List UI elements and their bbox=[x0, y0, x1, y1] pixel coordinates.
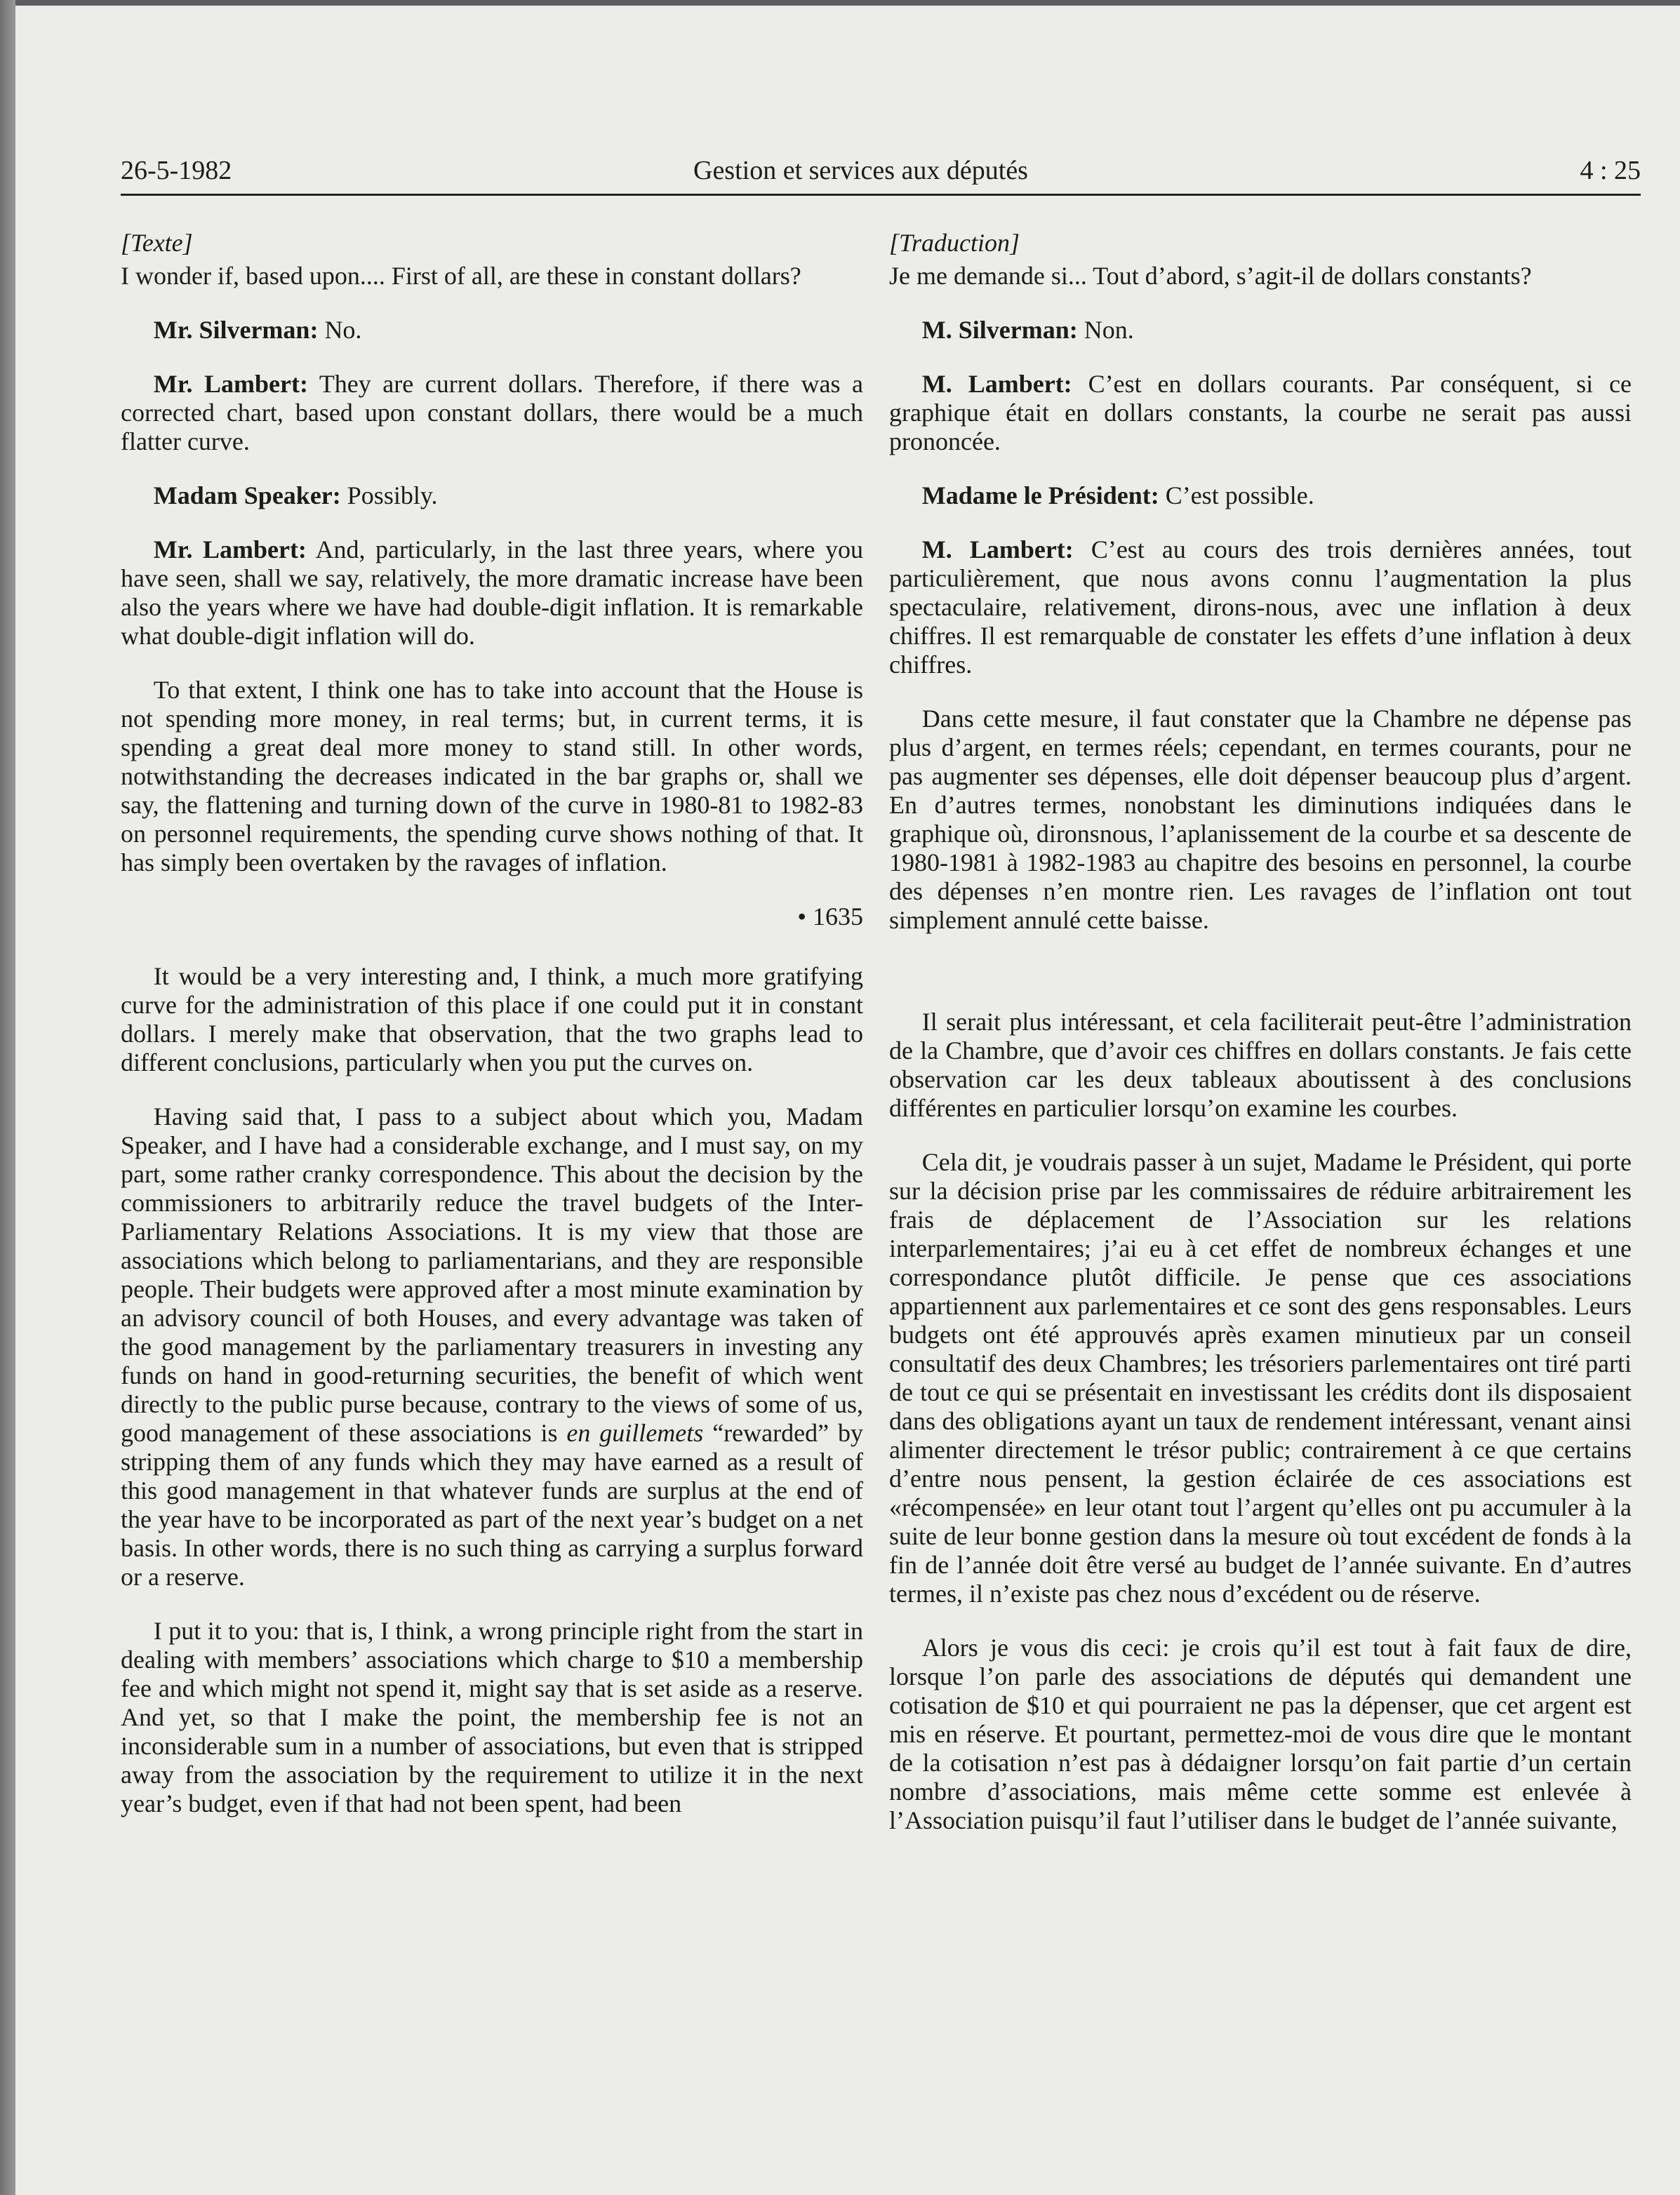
speaker-name: Madame le Président: bbox=[921, 481, 1159, 509]
paragraph bbox=[121, 1102, 863, 1592]
speech-text: C’est possible. bbox=[1159, 481, 1314, 509]
scan-edge bbox=[0, 0, 15, 2195]
speaker-paragraph bbox=[889, 535, 1632, 679]
column-spacer bbox=[889, 960, 1632, 1008]
speech-text: No. bbox=[318, 316, 362, 344]
speech-text: They are current dollars. Therefore, if there was a corrected chart, based upon constant dollars, there would be a much flatter curve. bbox=[121, 370, 863, 455]
paragraph: Cela dit, je voudrais passer à un sujet, Madame le Président, qui porte sur la décision prise par les commissaires de réduire arbitrairement les frais de déplacement de l’Association sur les relations interparlementaires; j’ai eu à cet effet de nombreux échanges et une correspondance plutôt difficile. Je pense que ces associations appartiennent aux parlementaires et ce sont des gens responsables. Leurs budgets ont été approuvés après examen minutieux par un conseil consultatif des deux Chambres; les trésoriers parlementaires ont tiré parti de tout ce qui se présentait en investissant les crédits dont ils disposaient dans des obligations ayant un taux de rendement intéressant, venant ainsi alimenter directement le trésor public; contrairement à ce que certains d’entre nous pensent, la gestion éclairée de ces associations est «récompensée» en leur otant tout l’argent qu’elles ont pu accumuler à la suite de leur bonne gestion dans la mesure où tout excédent de fonds à la fin de l’année doit être versé au budget de l’année suivante. En d’autres termes, il n’existe pas chez nous d’excédent ou de réserve. bbox=[889, 1148, 1632, 1608]
speaker-name: Mr. Lambert: bbox=[153, 370, 308, 398]
speech-text: Non. bbox=[1077, 316, 1134, 344]
paragraph: I put it to you: that is, I think, a wrong principle right from the start in dealing with members’ associations which charge to $10 a membership fee and which might not spend it, might say that is set aside as a reserve. And yet, so that I make the point, the membership fee is not an inconsiderable sum in a number of associations, but even that is stripped away from the association by the requirement to utilize it in the next year’s budget, even if that had not been spent, had been bbox=[121, 1617, 863, 1817]
speech-text: C’est au cours des trois dernières années, tout particulièrement, que nous avons connu l’augmentation la plus spectaculaire, relativement, dirons-nous, avec une inflation à deux chiffres. Il est remarquable de constater les effets d’une inflation à deux chiffres. bbox=[889, 535, 1632, 679]
speaker-paragraph bbox=[121, 535, 863, 651]
header-rule bbox=[121, 194, 1641, 196]
speaker-name: M. Lambert: bbox=[921, 535, 1074, 563]
paragraph: Je me demande si... Tout d’abord, s’agit-il de dollars constants? bbox=[889, 262, 1532, 290]
paragraph: Dans cette mesure, il faut constater que la Chambre ne dépense pas plus d’argent, en termes réels; cependant, en termes courants, pour ne pas augmenter ses dépenses, elle doit dépenser beaucoup plus d’argent. En d’autres termes, nonobstant les diminutions indiquées dans le graphique où, dironsnous, l’aplanissement de la courbe et sa descente de 1980-1981 à 1982-1983 au chapitre des besoins en personnel, la courbe des dépenses n’en montre rien. Les ravages de l’inflation ont tout simplement annulé cette baisse. bbox=[889, 705, 1632, 934]
paragraph: I wonder if, based upon.... First of all, are these in constant dollars? bbox=[121, 262, 801, 290]
header-page-number: 4 : 25 bbox=[1580, 156, 1641, 185]
paragraph: It would be a very interesting and, I think, a much more gratifying curve for the administration of this place if one could put it in constant dollars. I merely make that observation, that the two graphs lead to different conclusions, particularly when you put the curves on. bbox=[121, 962, 863, 1076]
header-date: 26-5-1982 bbox=[121, 156, 232, 185]
time-stamp: • 1635 bbox=[797, 902, 863, 930]
speaker-paragraph bbox=[889, 316, 1632, 345]
paragraph: Il serait plus intéressant, et cela faciliterait peut-être l’administration de la Chambre, que d’avoir ces chiffres en dollars constants. Je fais cette observation car les deux tableaux aboutissent à des conclusions différentes en particulier lorsqu’on examine les courbes. bbox=[889, 1008, 1632, 1122]
speaker-paragraph bbox=[889, 370, 1632, 456]
speaker-name: M. Silverman: bbox=[921, 316, 1078, 344]
speaker-name: M. Lambert: bbox=[921, 370, 1072, 398]
header-title: Gestion et services aux députés bbox=[693, 156, 1028, 185]
speaker-paragraph bbox=[121, 370, 863, 456]
paragraph: To that extent, I think one has to take into account that the House is not spending more money, in real terms; but, in current terms, it is spending a great deal more money to stand still. In other words, notwithstanding the decreases indicated in the bar graphs or, shall we say, the flattening and turning down of the curve in 1980-81 to 1982-83 on personnel requirements, the spending curve shows nothing of that. It has simply been overtaken by the ravages of inflation. bbox=[121, 676, 863, 876]
paragraph-text: “rewarded” by stripping them of any funds which they may have earned as a result of this good management in that whatever funds are surplus at the end of the year have to be incorporated as part of the next year’s budget on a net basis. In other words, there is no such thing as carrying a surplus forward or a reserve. bbox=[121, 1419, 863, 1591]
speech-text: Possibly. bbox=[340, 481, 438, 509]
section-marker-traduction: [Traduction] bbox=[889, 229, 1020, 257]
speaker-name: Mr. Lambert: bbox=[153, 535, 307, 563]
english-column bbox=[121, 229, 863, 1843]
speaker-paragraph bbox=[121, 481, 863, 510]
paragraph: Alors je vous dis ceci: je crois qu’il est tout à fait faux de dire, lorsque l’on parle des associations de députés qui demandent une cotisation de $10 et qui pourraient ne pas la dépenser, que cet argent est mis en réserve. Et pourtant, permettez-moi de vous dire que le montant de la cotisation n’est pas à dédaigner lorsqu’on fait partie d’un certain nombre d’associations, mais même cette somme est enlevée à l’Association puisqu’il faut l’utiliser dans le budget de l’année suivante, bbox=[889, 1634, 1632, 1834]
speaker-paragraph bbox=[889, 481, 1632, 510]
speaker-paragraph bbox=[121, 316, 863, 345]
speaker-name: Madam Speaker: bbox=[153, 481, 341, 509]
section-marker-texte: [Texte] bbox=[121, 229, 193, 257]
italic-phrase: en guillemets bbox=[566, 1419, 704, 1447]
speech-text: C’est en dollars courants. Par conséquent, si ce graphique était en dollars constants, la courbe ne serait pas aussi prononcée. bbox=[889, 370, 1632, 455]
paragraph-text: Having said that, I pass to a subject about which you, Madam Speaker, and I have had a considerable exchange, and I must say, on my part, some rather cranky correspondence. This about the decision by the commissioners to arbitrarily reduce the travel budgets of the Inter-Parliamentary Relations Associations. It is my view that those are associations which belong to parliamentarians, and they are responsible people. Their budgets were approved after a most minute examination by an advisory council of both Houses, and every advantage was taken of the good management by the parliamentary treasurers in investing any funds on hand in good-returning securities, the benefit of which went directly to the public purse because, contrary to the views of some of us, good management of these associations is bbox=[121, 1102, 863, 1447]
speech-text: And, particularly, in the last three years, where you have seen, shall we say, relatively, the more dramatic increase have been also the years where we have had double-digit inflation. It is remarkable what double-digit inflation will do. bbox=[121, 535, 863, 650]
french-column bbox=[889, 229, 1632, 1860]
speaker-name: Mr. Silverman: bbox=[153, 316, 319, 344]
